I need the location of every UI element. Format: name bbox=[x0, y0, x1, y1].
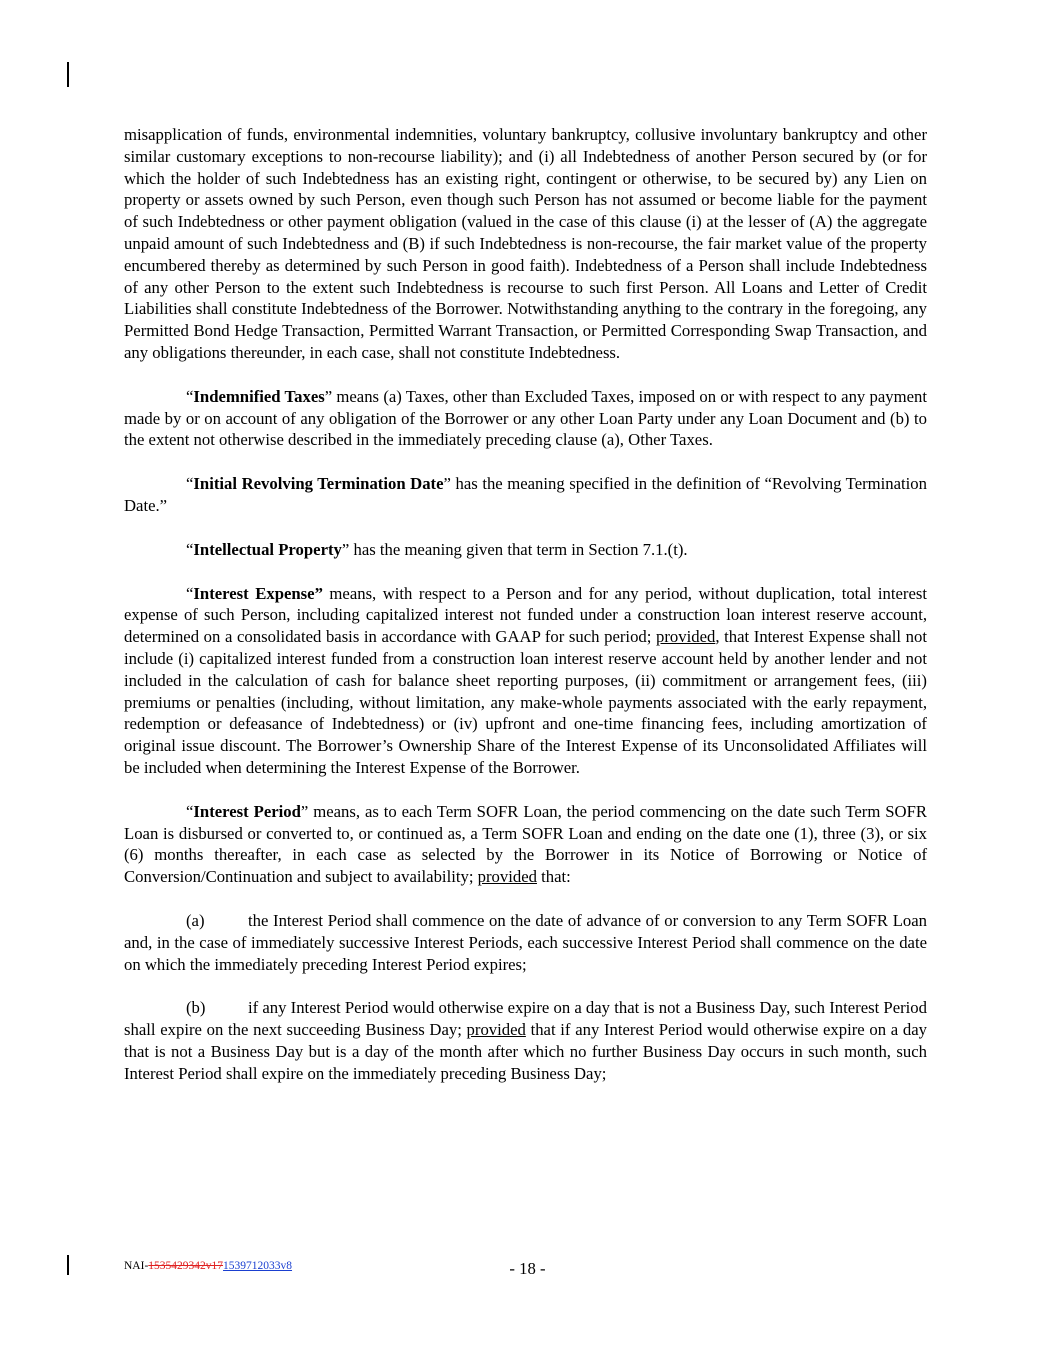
definition-interest-expense: “Interest Expense” means, with respect to a Person and for any period, without duplication, total interest expense of such Person, including capitalized interest not funded under a construction loan interest reserve account, determined on a consolidated basis in accordance with GAAP for such period; provided, that Interest Expense shall not include (i) capitalized interest funded from a construction loan interest reserve account held by another lender and not included in the calculation of cash for balance sheet reporting purposes, (ii) commitment or arrangement fees, (iii) premiums or penalties (including, without limitation, any make-whole payments associated with the early repayment, redemption or defeasance of Indebtedness) or (iv) upfront and one-time financing fees, including amortization of original issue discount. The Borrower’s Ownership Share of the Interest Expense of its Unconsolidated Affiliates will be included when determining the Interest Expense of the Borrower. bbox=[124, 583, 928, 777]
definition-text: has the meaning specified in the definition of “Revolving Termination Date.” bbox=[124, 474, 927, 515]
doc-id-prefix: NAI- bbox=[124, 1260, 149, 1272]
definition-text: has the meaning given that term in Section 7.1.(t). bbox=[349, 539, 688, 559]
paragraph-indebtedness-continued: misapplication of funds, environmental indemnities, voluntary bankruptcy, collusive involuntary bankruptcy and other similar customary exceptions to non-recourse liability); and (i) all Indebtedness of another Person secured by (or for which the holder of such Indebtedness has an existing right, contingent or otherwise, to be secured by) any Lien on property or assets owned by such Person, even though such Person has not assumed or become liable for the payment of such Indebtedness or other payment obligation (valued in the case of this clause (i) at the lesser of (A) the aggregate unpaid amount of such Indebtedness and (B) if such Indebtedness is non-recourse, the fair market value of the property encumbered thereby as determined by such Person in good faith). Indebtedness of a Person shall include Indebtedness of any other Person to the extent such Indebtedness is recourse to such first Person. All Loans and Letter of Credit Liabilities shall constitute Indebtedness of the Borrower. Notwithstanding anything to the contrary in the foregoing, any Permitted Bond Hedge Transaction, Permitted Warrant Transaction, or Permitted Corresponding Swap Transaction, and any obligations thereunder, in each case, shall not constitute Indebtedness. bbox=[124, 125, 927, 362]
change-bar-top bbox=[67, 62, 69, 87]
definition-text: means, as to each Term SOFR Loan, the period commencing on the date such Term SOFR Loan is disbursed or converted to, or continued as, a Term SOFR Loan and ending on the date one (1), three (3), or six (6) months thereafter, in each case as selected by the Borrower in its Notice of Borrowing or Notice of Conversion/Continuation and subject to availability; bbox=[124, 801, 927, 887]
definition-initial-revolving-termination-date: “Initial Revolving Termination Date” has the meaning specified in the definition of “Revolving Termination Date.” bbox=[124, 474, 927, 515]
definition-text-continued: , that Interest Expense shall not include (i) capitalized interest funded from a construction loan interest reserve account held by another lender and not included in the calculation of cash for balance sheet reporting purposes, (ii) commitment or arrangement fees, (iii) premiums or penalties (including, without limitation, any make-whole payments associated with the early repayment, redemption or defeasance of Indebtedness) or (iv) upfront and one-time financing fees, including amortization of original issue discount. The Borrower’s Ownership Share of the Interest Expense of its Unconsolidated Affiliates will be included when determining the Interest Expense of the Borrower. bbox=[124, 627, 928, 777]
provided-underlined: provided bbox=[477, 867, 537, 887]
inserted-doc-id: 1539712033v8 bbox=[223, 1260, 293, 1272]
defined-term: Indemnified Taxes bbox=[193, 386, 325, 406]
definition-indemnified-taxes: “Indemnified Taxes” means (a) Taxes, other than Excluded Taxes, imposed on or with respect to any payment made by or on account of any obligation of the Borrower or any other Loan Party under any Loan Document and (b) to the extent not otherwise described in the immediately preceding clause (a), Other Taxes. bbox=[124, 386, 927, 450]
defined-term: Intellectual Property bbox=[193, 539, 342, 559]
clause-text: if any Interest Period would otherwise expire on a day that is not a Business Day, such Interest Period shall expire on the next succeeding Business Day; bbox=[124, 998, 927, 1040]
document-body bbox=[124, 124, 927, 1106]
clause-a bbox=[124, 910, 927, 975]
provided-underlined: provided bbox=[656, 627, 716, 647]
clause-label: (b) bbox=[186, 998, 206, 1018]
definition-interest-period: “Interest Period” means, as to each Term SOFR Loan, the period commencing on the date such Term SOFR Loan is disbursed or converted to, or continued as, a Term SOFR Loan and ending on the date one (1), three (3), or six (6) months thereafter, in each case as selected by the Borrower in its Notice of Borrowing or Notice of Conversion/Continuation and subject to availability; provided that: bbox=[124, 801, 927, 887]
clause-text: the Interest Period shall commence on the date of advance of or conversion to any Term SOFR Loan and, in the case of immediately successive Interest Periods, each successive Interest Period shall commence on the date on which the immediately preceding Interest Period expires; bbox=[124, 910, 927, 974]
definition-text: means (a) Taxes, other than Excluded Taxes, imposed on or with respect to any payment made by or on account of any obligation of the Borrower or any other Loan Party under any Loan Document and (b) to the extent not otherwise described in the immediately preceding clause (a), Other Taxes. bbox=[124, 386, 927, 450]
definition-text-continued: that: bbox=[536, 867, 571, 887]
clause-b bbox=[124, 997, 927, 1084]
definition-intellectual-property: “Intellectual Property” has the meaning given that term in Section 7.1.(t). bbox=[186, 539, 688, 559]
clause-text-continued: that if any Interest Period would otherwise expire on a day that is not a Business Day but is a day of the month after which no further Business Day occurs in such month, such Interest Period shall expire on the immediately preceding Business Day; bbox=[124, 1020, 927, 1083]
definition-text: means, with respect to a Person and for any period, without duplication, total interest expense of such Person, including capitalized interest not funded under a construction loan interest reserve account, determined on a consolidated basis in accordance with GAAP for such period; bbox=[124, 583, 927, 647]
provided-underlined: provided bbox=[466, 1020, 526, 1040]
clause-label: (a) bbox=[186, 910, 205, 930]
page-number: - 18 - bbox=[509, 1259, 546, 1278]
defined-term: Interest Expense” bbox=[193, 583, 323, 603]
deleted-doc-id: 1535429342v17 bbox=[148, 1260, 224, 1272]
defined-term: Interest Period bbox=[193, 801, 301, 821]
defined-term: Initial Revolving Termination Date bbox=[193, 474, 444, 494]
